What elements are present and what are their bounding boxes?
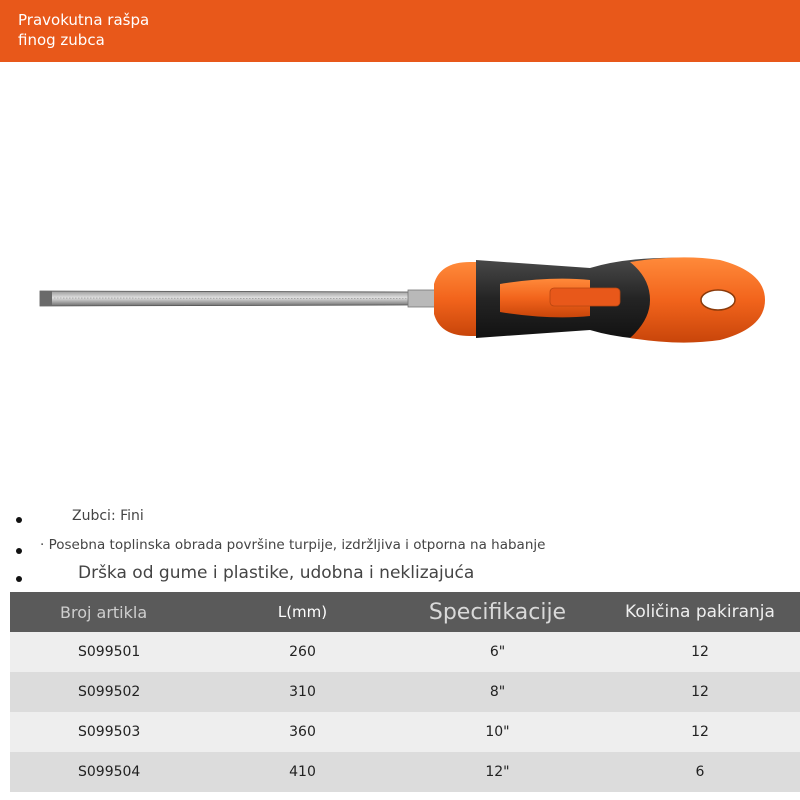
cell-package-quantity: 12 [600,632,800,672]
file-blade [40,291,410,306]
bullet-icon [16,517,22,523]
table-row [10,672,800,712]
bullet-icon [16,548,22,554]
cell-package-quantity: 12 [600,672,800,712]
cell-item-number: S099501 [10,632,210,672]
title-line-1: Pravokutna rašpa [18,11,150,29]
cell-item-number: S099502 [10,672,210,712]
handle-end-cap [630,257,765,342]
hang-hole [701,290,735,310]
cell-item-number: S099504 [10,752,210,792]
feature-text: Zubci: Fini [72,508,144,524]
cell-length: 360 [210,712,395,752]
table-row [10,712,800,752]
cell-specification: 12" [395,752,600,792]
handle-collar [434,262,478,336]
header-package-quantity: Količina pakiranja [600,592,800,632]
header-specification: Specifikacije [395,592,600,632]
cell-specification: 6" [395,632,600,672]
cell-package-quantity: 6 [600,752,800,792]
table-header-row [10,592,800,632]
feature-text: · Posebna toplinska obrada površine turpije, izdržljiva i otporna na habanje [40,537,546,553]
cell-specification: 10" [395,712,600,752]
product-image [30,250,770,360]
feature-text: Drška od gume i plastike, udobna i neklizajuća [78,563,475,583]
table-row [10,632,800,672]
title-line-2: finog zubca [18,31,105,49]
cell-length: 310 [210,672,395,712]
ferrule [408,290,436,307]
cell-package-quantity: 12 [600,712,800,752]
cell-item-number: S099503 [10,712,210,752]
cell-length: 260 [210,632,395,672]
header-item-number: Broj artikla [10,592,210,632]
spec-table [10,592,800,792]
cell-specification: 8" [395,672,600,712]
brand-plate [550,288,620,306]
header-bar [0,0,800,62]
cell-length: 410 [210,752,395,792]
table-row [10,752,800,792]
page-title [18,10,188,50]
header-length: L(mm) [210,592,395,632]
bullet-icon [16,576,22,582]
